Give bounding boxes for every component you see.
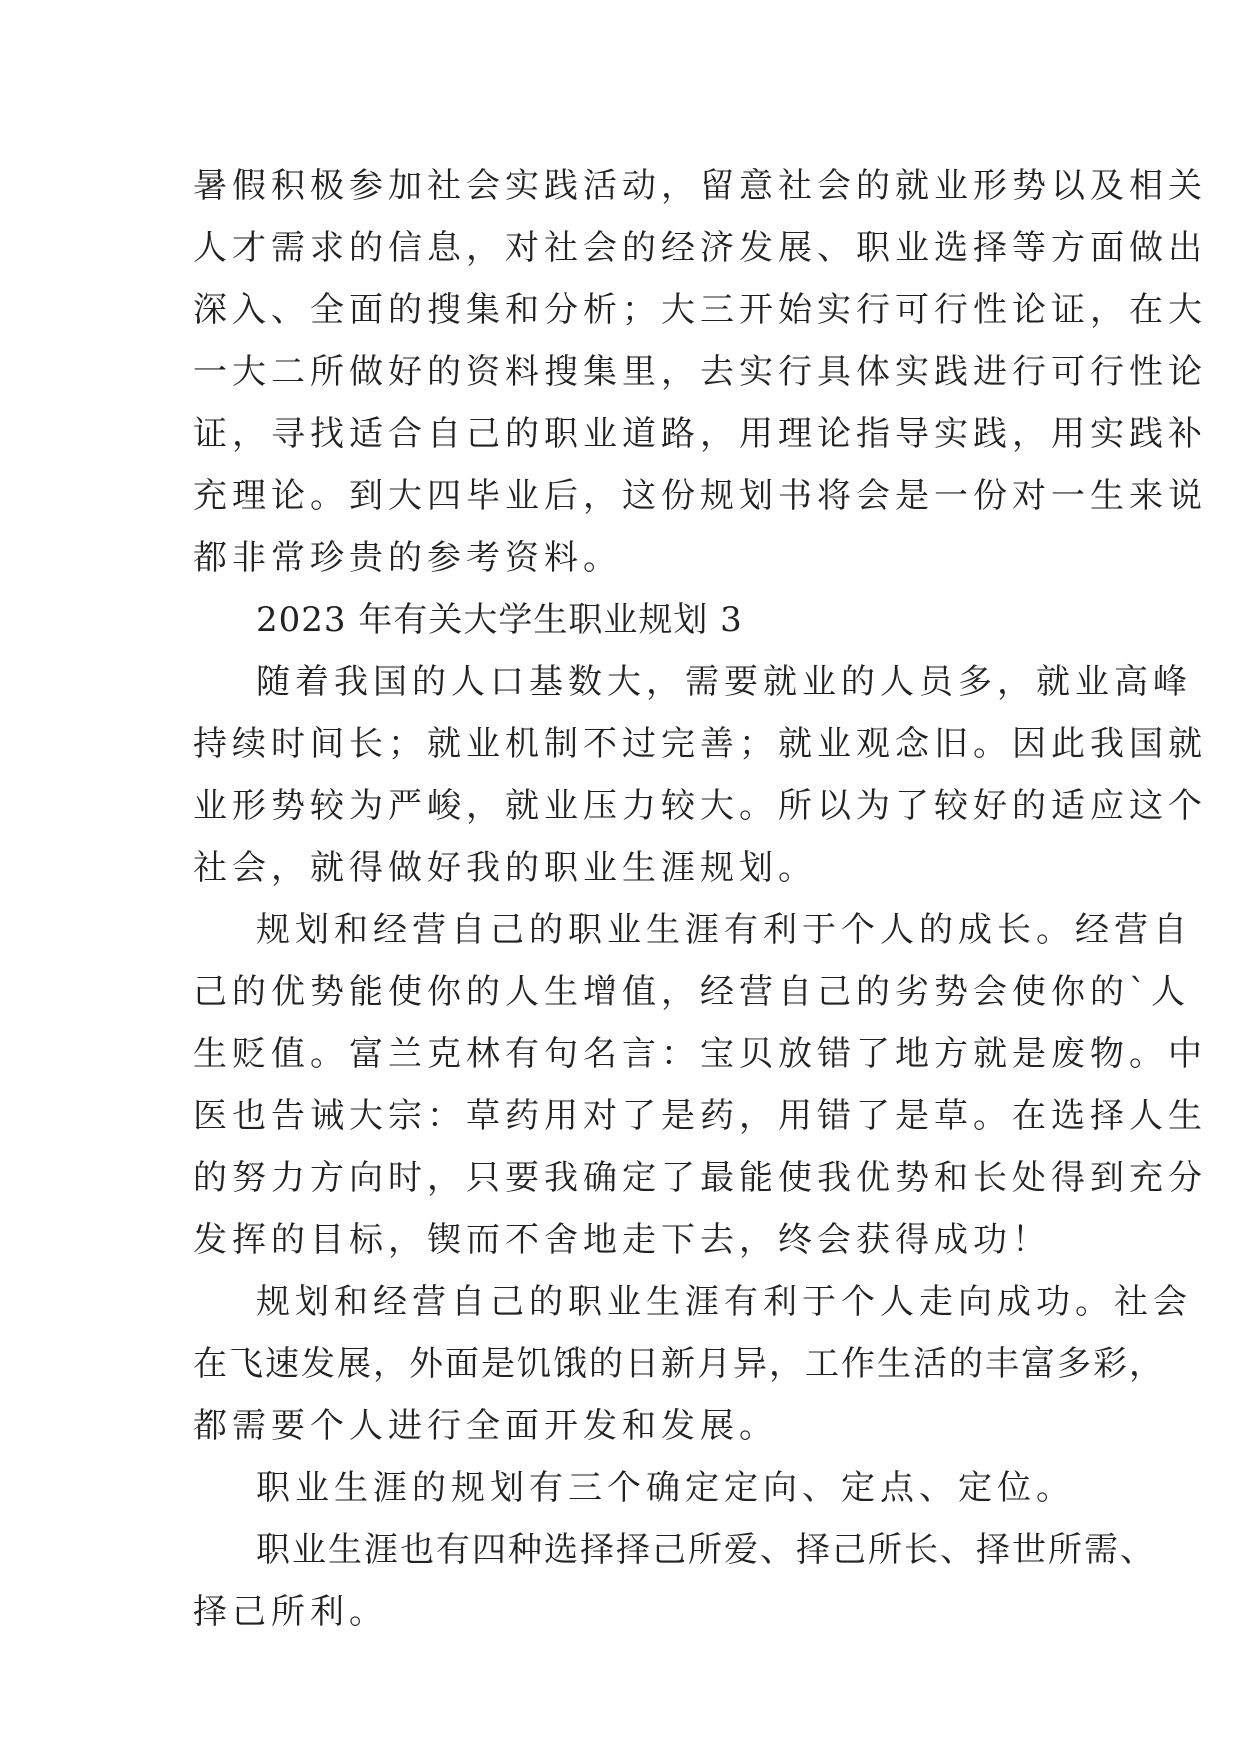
body-line: 医也告诫大宗：草药用对了是药，用错了是草。在选择人生	[193, 1096, 1207, 1136]
paragraph-first-line: 职业生涯也有四种选择择己所爱、择己所长、择世所需、	[256, 1530, 1156, 1570]
body-line: 暑假积极参加社会实践活动，留意社会的就业形势以及相关	[193, 166, 1207, 206]
body-line: 业形势较为严峻，就业压力较大。所以为了较好的适应这个	[193, 786, 1207, 826]
paragraph-first-line: 规划和经营自己的职业生涯有利于个人走向成功。社会	[256, 1282, 1192, 1322]
paragraph-first-line: 规划和经营自己的职业生涯有利于个人的成长。经营自	[256, 910, 1192, 950]
body-line: 生贬值。富兰克林有句名言：宝贝放错了地方就是废物。中	[193, 1034, 1207, 1074]
body-line: 己的优势能使你的人生增值，经营自己的劣势会使你的`人	[193, 972, 1190, 1012]
document-page	[193, 155, 1207, 1643]
paragraph-first-line: 随着我国的人口基数大，需要就业的人员多，就业高峰	[256, 662, 1192, 702]
section-heading: 2023 年有关大学生职业规划 3	[256, 600, 743, 640]
body-line: 发挥的目标，锲而不舍地走下去，终会获得成功！	[193, 1220, 1051, 1260]
body-line: 持续时间长；就业机制不过完善；就业观念旧。因此我国就	[193, 724, 1207, 764]
body-line: 在飞速发展，外面是饥饿的日新月异，工作生活的丰富多彩，	[193, 1344, 1165, 1384]
body-line: 一大二所做好的资料搜集里，去实行具体实践进行可行性论	[193, 352, 1207, 392]
body-line: 充理论。到大四毕业后，这份规划书将会是一份对一生来说	[193, 476, 1207, 516]
body-line: 社会，就得做好我的职业生涯规划。	[193, 848, 817, 888]
body-line: 深入、全面的搜集和分析；大三开始实行可行性论证，在大	[193, 290, 1207, 330]
body-line: 人才需求的信息，对社会的经济发展、职业选择等方面做出	[193, 228, 1207, 268]
body-line: 都非常珍贵的参考资料。	[193, 538, 622, 578]
paragraph-first-line: 职业生涯的规划有三个确定定向、定点、定位。	[256, 1468, 1075, 1508]
body-line: 都需要个人进行全面开发和发展。	[193, 1406, 778, 1446]
body-line: 择己所利。	[193, 1592, 388, 1632]
body-line: 证，寻找适合自己的职业道路，用理论指导实践，用实践补	[193, 414, 1207, 454]
body-line: 的努力方向时，只要我确定了最能使我优势和长处得到充分	[193, 1158, 1207, 1198]
